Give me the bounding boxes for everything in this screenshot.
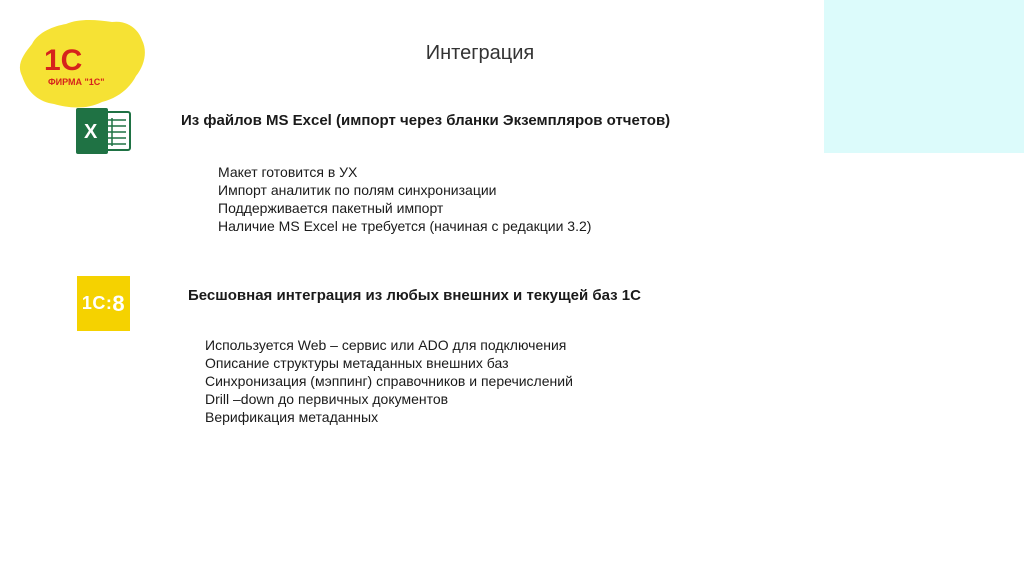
list-item: Описание структуры метаданных внешних баз — [205, 355, 509, 371]
logo-caption: ФИРМА "1С" — [48, 77, 105, 87]
list-item: Наличие MS Excel не требуется (начиная с редакции 3.2) — [218, 218, 592, 234]
excel-icon — [76, 106, 132, 156]
svg-text:X: X — [84, 121, 98, 143]
list-item: Поддерживается пакетный импорт — [218, 200, 444, 216]
logo-mark: 1С — [44, 44, 83, 77]
1c-logo — [14, 14, 149, 114]
badge-prefix: 1С: — [81, 293, 113, 313]
section-heading-excel: Из файлов MS Excel (импорт через бланки Экземпляров отчетов) — [181, 112, 671, 129]
section-heading-1c: Бесшовная интеграция из любых внешних и текущей баз 1С — [188, 287, 641, 304]
list-item: Используется Web – сервис или ADO для подключения — [205, 337, 567, 353]
slide-title: Интеграция — [425, 42, 535, 64]
list-item: Импорт аналитик по полям синхронизации — [218, 182, 497, 198]
list-item: Верификация метаданных — [205, 409, 379, 425]
excel-features-list — [218, 163, 591, 235]
list-item: Макет готовится в УХ — [218, 164, 358, 180]
1c-features-list — [205, 336, 573, 426]
badge-suffix: 8 — [112, 290, 126, 316]
list-item: Синхронизация (мэппинг) справочников и перечислений — [205, 373, 573, 389]
list-item: Drill –down до первичных документов — [205, 391, 449, 407]
1c8-icon — [77, 276, 130, 331]
corner-panel — [824, 0, 1024, 153]
